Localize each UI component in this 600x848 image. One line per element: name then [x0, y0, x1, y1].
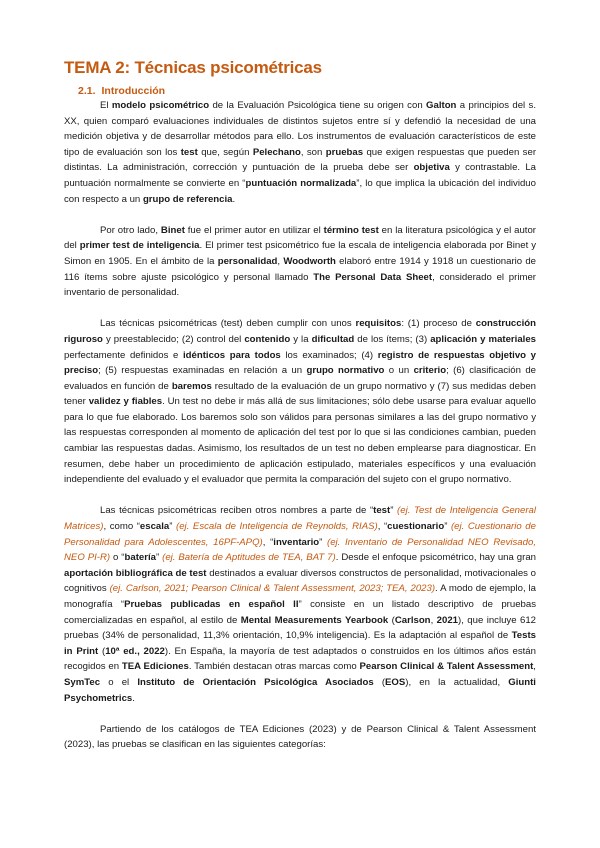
bold-term: batería — [124, 552, 156, 564]
bold-term: Tests in Print — [64, 630, 536, 657]
text-run: . El primer test psicométrico fue la escala de inteligencia elaborada por Binet y Simon en 1905. En el ámbito de la — [64, 240, 536, 267]
text-run: . A modo de ejemplo, la monografía “ — [64, 583, 536, 610]
text-run: perfectamente definidos e — [64, 349, 183, 361]
text-run: ” consiste en un listado descriptivo de pruebas comercializadas en español, al estilo de — [64, 599, 536, 626]
text-run: en la literatura psicológica y el autor del — [64, 224, 536, 252]
bold-term: Galton — [426, 100, 457, 111]
text-run: . Un test no debe ir más allá de sus limitaciones; sólo debe usarse para evaluar aquello para lo que fue elaborado. Los baremos solo son válidos para personas similares a las del grupo normativo y las respuestas corresponden al momento de aplicación del test por lo que si las condiciones cambian, pueden cambiar las respuestas dadas. Asimismo, los resultados de un test no deben emplearse para diagnosticar. En resumen, debe haber un procedimiento de aplicación estipulado, materiales específicos y una evaluación independiente del evaluado y el evaluador que permita la comparación del sujeto con el grupo normativo. — [64, 396, 536, 486]
text-run: . También destacan otras marcas como — [188, 661, 360, 673]
text-run: Por otro lado, — [100, 224, 161, 236]
paragraph-categories — [64, 722, 536, 753]
text-run: , — [277, 255, 284, 267]
bold-term: construcción riguroso — [64, 318, 536, 345]
text-run: , como “ — [103, 521, 140, 533]
example-reference: (ej. Escala de Inteligencia de Reynolds, RIAS) — [176, 521, 378, 533]
example-reference: (ej. Batería de Aptitudes de TEA, BAT 7) — [162, 552, 336, 564]
text-run: . Desde el enfoque psicométrico, hay una gran — [335, 552, 536, 564]
bold-term: primer test de inteligencia — [79, 240, 200, 252]
text-run: resultado de la evaluación de un grupo normativo y (7) sus medidas deben tener — [64, 380, 536, 408]
text-run: : (1) proceso de — [401, 318, 476, 330]
example-reference: (ej. Test de Inteligencia General Matrices) — [64, 505, 536, 533]
bold-term: EOS — [385, 676, 406, 688]
bold-term: modelo psicométrico — [111, 100, 210, 111]
text-run: fue el primer autor en utilizar el — [184, 224, 324, 236]
bold-term: objetiva — [413, 162, 450, 174]
text-run: , — [430, 614, 437, 626]
bold-term: registro de respuestas objetivo y preciso — [64, 349, 536, 377]
text-run: ; (6) clasificación de evaluados en función de — [64, 365, 537, 392]
text-run: . — [132, 692, 135, 704]
text-run: ( — [373, 676, 386, 688]
bold-term: puntuación normalizada — [245, 177, 357, 189]
text-run: , “ — [377, 521, 388, 533]
text-run: . — [232, 193, 236, 205]
text-run: ; (5) respuestas examinadas en relación a un — [98, 365, 307, 377]
text-run: o un — [384, 365, 414, 377]
bold-term: test — [373, 505, 391, 517]
bold-term: criterio — [413, 365, 447, 377]
example-reference: (ej. Carlson, 2021; Pearson Clinical & Talent Assessment, 2023; TEA, 2023) — [109, 583, 436, 595]
text-run: que exigen respuestas que pueden ser distintas. La administración, corrección y puntuación de la prueba debe ser — [64, 146, 537, 174]
text-run: Las técnicas psicométricas reciben otros nombres a parte de “ — [100, 505, 374, 517]
text-run: Las técnicas psicométricas (test) deben cumplir con unos — [100, 318, 356, 330]
example-reference: (ej. Cuestionario de Personalidad para Adolescentes, 16PF-APQ) — [64, 521, 536, 548]
bold-term: TEA Ediciones — [121, 661, 189, 673]
text-run: los examinados; (4) — [280, 349, 378, 361]
text-run: de los ítems; (3) — [354, 333, 431, 345]
text-run: ). En España, la mayoría de test adaptados o construidos en los últimos años están recogidos en — [64, 645, 536, 673]
bold-term: baremos — [171, 380, 212, 392]
bold-term: contenido — [244, 333, 291, 345]
bold-term: 2021 — [436, 614, 458, 626]
bold-term: Instituto de Orientación Psicológica Asociados — [137, 676, 374, 688]
text-run: elaboró entre 1914 y 1918 un cuestionario de 116 ítems sobre ajuste psicológico y personal llamado — [64, 255, 537, 283]
section-heading — [78, 85, 536, 97]
text-run: ( — [98, 645, 106, 657]
bold-term: cuestionario — [387, 521, 445, 533]
paragraph-requirements — [64, 316, 536, 488]
bold-term: 10ª ed., 2022 — [105, 645, 165, 657]
text-run: ), que incluye 612 pruebas (34% de personalidad, 11,3% orientación, 10,9% inteligencia). Es la adaptación al español de — [64, 614, 536, 642]
bold-term: grupo normativo — [306, 365, 385, 377]
bold-term: idénticos para todos — [183, 349, 281, 361]
text-run: que, según — [197, 146, 253, 158]
example-reference: (ej. Inventario de Personalidad NEO Revisado, NEO PI-R) — [64, 536, 536, 564]
paragraph-origin — [64, 98, 536, 207]
text-run: , considerado el primer inventario de personalidad. — [64, 271, 536, 299]
text-run: ”, lo que implica la ubicación del individuo con respecto a un — [64, 177, 536, 205]
bold-term: inventario — [273, 536, 320, 548]
bold-term: grupo de referencia — [142, 193, 233, 205]
bold-term: Pearson Clinical & Talent Assessment — [359, 661, 534, 673]
text-run: ” — [444, 521, 451, 533]
text-run: ), en la actualidad, — [405, 676, 509, 688]
text-run: a principios del s. XX, quien comparó evaluaciones individuales de distintos sujetos entre sí y defendió la necesidad de una medición objetiva y de desarrollar métodos para ello. Los instrumentos de evaluación característicos de este tipo de evaluación son los — [64, 100, 536, 158]
bold-term: test — [180, 146, 198, 158]
text-run: , son — [300, 146, 326, 158]
text-run: Partiendo de los catálogos de TEA Ediciones (2023) y de Pearson Clinical & Talent Assessment (2023), las pruebas se clasifican en las siguientes categorías: — [64, 723, 536, 751]
bold-term: aportación bibliográfica de test — [64, 567, 207, 579]
bold-term: pruebas — [325, 146, 364, 158]
bold-term: aplicación y materiales — [430, 333, 537, 345]
text-run: destinados a evaluar diversos constructos de personalidad, motivacionales o cognitivos — [64, 567, 536, 595]
bold-term: escala — [139, 521, 170, 533]
bold-term: requisitos — [355, 318, 402, 330]
bold-term: personalidad — [217, 255, 278, 267]
section-number: 2.1. — [78, 85, 96, 97]
paragraph-names — [64, 503, 536, 706]
bold-term: Pelechano — [252, 146, 301, 158]
bold-term: SymTec — [64, 676, 101, 688]
bold-term: validez y fiables — [88, 396, 163, 408]
text-run: , — [533, 661, 536, 673]
bold-term: Carlson — [394, 614, 431, 626]
text-run: o “ — [110, 552, 125, 564]
text-run: ” — [169, 521, 177, 533]
bold-term: Binet — [160, 224, 185, 236]
bold-term: The Personal Data Sheet — [313, 271, 433, 283]
text-run: ” — [390, 505, 398, 517]
text-run: ” — [319, 536, 328, 548]
text-run: y preestablecido; (2) control del — [102, 333, 245, 345]
bold-term: Woodworth — [283, 255, 336, 267]
text-run: y la — [290, 333, 312, 345]
text-run: , “ — [262, 536, 274, 548]
bold-term: Giunti Psychometrics — [64, 676, 536, 704]
bold-term: término test — [323, 224, 379, 236]
text-run: ” — [155, 552, 163, 564]
bold-term: dificultad — [311, 333, 355, 345]
page-title: TEMA 2: Técnicas psicométricas — [64, 58, 322, 77]
bold-term: Mental Measurements Yearbook — [240, 614, 389, 626]
paragraph-binet — [64, 223, 536, 301]
text-run: y contrastable. La puntuación normalmente se convierte en “ — [64, 162, 536, 189]
bold-term: Pruebas publicadas en español II — [124, 599, 299, 610]
text-run: de la Evaluación Psicológica tiene su origen con — [209, 100, 427, 111]
text-run: ( — [388, 614, 395, 626]
text-run: El — [100, 100, 112, 111]
section-title: Introducción — [101, 85, 166, 97]
text-run: o el — [100, 676, 138, 688]
